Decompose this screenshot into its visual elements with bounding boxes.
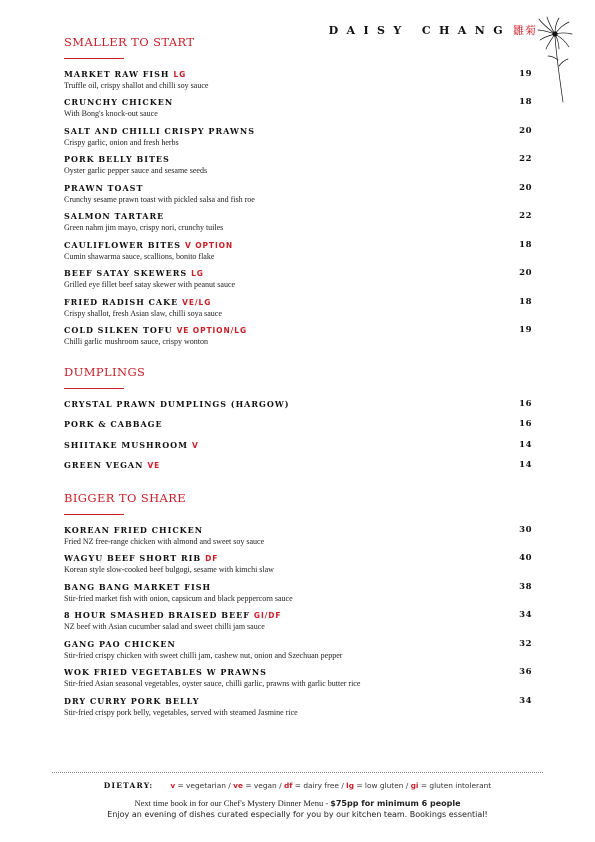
item-name: PORK BELLY BITES — [64, 154, 170, 164]
item-name: BANG BANG MARKET FISH — [64, 582, 212, 592]
section-title: BIGGER TO SHARE — [64, 491, 187, 505]
item-name-row — [64, 325, 532, 336]
dietary-tag: VE/LG — [182, 298, 212, 307]
legend-meaning: low gluten — [364, 781, 404, 790]
item-name-row — [64, 97, 532, 108]
mystery-menu-price: $75pp for minimum 6 people — [330, 799, 461, 808]
item-price: 30 — [519, 525, 532, 535]
item-description: Cumin shawarma sauce, scallions, bonito flake — [64, 252, 215, 261]
item-price: 20 — [519, 268, 532, 278]
item-name-row — [64, 297, 532, 308]
menu-item — [64, 460, 532, 471]
menu-item — [64, 696, 532, 718]
menu-item — [64, 126, 532, 148]
item-price: 22 — [519, 211, 532, 221]
item-name: CRYSTAL PRAWN DUMPLINGS (HARGOW) — [64, 399, 290, 409]
item-name: GREEN VEGAN — [64, 460, 144, 470]
legend-code: ve — [233, 781, 243, 790]
dietary-tag: LG — [191, 269, 204, 278]
item-price: 34 — [519, 610, 532, 620]
item-name: SALT AND CHILLI CRISPY PRAWNS — [64, 126, 255, 136]
item-name: DRY CURRY PORK BELLY — [64, 696, 200, 706]
legend-code: df — [283, 781, 293, 790]
item-price: 19 — [519, 69, 532, 79]
item-description: Grilled eye fillet beef satay skewer with peanut sauce — [64, 280, 236, 289]
item-description: NZ beef with Asian cucumber salad and sweet chilli jam sauce — [64, 622, 265, 631]
section-header — [64, 35, 532, 59]
section-title: SMALLER TO START — [64, 35, 195, 49]
item-name-row — [64, 69, 532, 80]
item-name-row — [64, 399, 532, 410]
footer-divider — [52, 772, 543, 773]
item-name-row — [64, 553, 532, 564]
brand-chinese-name: 雛菊 — [513, 24, 537, 37]
menu-item — [64, 154, 532, 176]
menu-item — [64, 325, 532, 347]
item-name: WOK FRIED VEGETABLES W PRAWNS — [64, 667, 267, 677]
menu-item — [64, 211, 532, 233]
item-price: 20 — [519, 126, 532, 136]
section-title: DUMPLINGS — [64, 365, 146, 379]
section-divider — [64, 58, 124, 59]
menu-item — [64, 553, 532, 575]
legend-meaning: dairy free — [303, 781, 339, 790]
legend-meaning: gluten intolerant — [429, 781, 492, 790]
item-name: PORK & CABBAGE — [64, 419, 163, 429]
item-description: Oyster garlic pepper sauce and sesame seeds — [64, 166, 208, 175]
item-name: SHIITAKE MUSHROOM — [64, 440, 188, 450]
item-description: Stir-fried Asian seasonal vegetables, oyster sauce, chilli garlic, prawns with garlic butter rice — [64, 679, 361, 688]
mystery-menu-note — [0, 798, 595, 809]
item-price: 22 — [519, 154, 532, 164]
menu-item — [64, 399, 532, 410]
item-name: KOREAN FRIED CHICKEN — [64, 525, 204, 535]
dietary-tag: V — [192, 441, 199, 450]
item-name-row — [64, 525, 532, 536]
section-header — [64, 365, 532, 389]
item-price: 18 — [519, 240, 532, 250]
menu-item — [64, 639, 532, 661]
item-description: Stir-fried crispy chicken with sweet chilli jam, cashew nut, onion and Szechuan pepper — [64, 651, 343, 660]
item-price: 16 — [519, 399, 532, 409]
item-name-row — [64, 154, 532, 165]
item-price: 34 — [519, 696, 532, 706]
item-name-row — [64, 696, 532, 707]
item-price: 18 — [519, 297, 532, 307]
dietary-tag: GI/DF — [253, 611, 282, 620]
item-price: 19 — [519, 325, 532, 335]
item-name: WAGYU BEEF SHORT RIB — [64, 553, 202, 563]
menu-item — [64, 97, 532, 119]
item-name-row — [64, 440, 532, 451]
item-description: Green nahm jim mayo, crispy nori, crunchy tuiles — [64, 223, 224, 232]
brand-name: DAISY CHANG — [328, 24, 511, 37]
daisy-flower-icon — [537, 16, 575, 104]
menu-item — [64, 525, 532, 547]
item-name: BEEF SATAY SKEWERS — [64, 268, 188, 278]
item-name-row — [64, 268, 532, 279]
item-name: MARKET RAW FISH — [64, 69, 170, 79]
dietary-legend — [52, 781, 543, 790]
menu-item — [64, 69, 532, 91]
item-price: 36 — [519, 667, 532, 677]
bookings-note: Enjoy an evening of dishes curated especially for you by our kitchen team. Bookings essential! — [107, 810, 488, 819]
item-name-row — [64, 610, 532, 621]
legend-code: gi — [410, 781, 419, 790]
item-name-row — [64, 126, 532, 137]
item-name: SALMON TARTARE — [64, 211, 165, 221]
item-name-row — [64, 240, 532, 251]
dietary-label: DIETARY: — [103, 781, 154, 790]
item-name: GANG PAO CHICKEN — [64, 639, 176, 649]
item-name: COLD SILKEN TOFU — [64, 325, 173, 335]
menu-item — [64, 440, 532, 451]
item-name-row — [64, 639, 532, 650]
item-name-row — [64, 183, 532, 194]
item-price: 14 — [519, 440, 532, 450]
item-description: With Bong's knock-out sauce — [64, 109, 158, 118]
section-divider — [64, 514, 124, 515]
dietary-tag: VE OPTION/LG — [176, 326, 248, 335]
dietary-tag: V OPTION — [185, 241, 234, 250]
item-price: 38 — [519, 582, 532, 592]
menu-item — [64, 240, 532, 262]
legend-meaning: vegetarian — [186, 781, 226, 790]
item-name: CAULIFLOWER BITES — [64, 240, 182, 250]
item-name: 8 HOUR SMASHED BRAISED BEEF — [64, 610, 250, 620]
mystery-menu-lead: Next time book in for our Chef's Mystery Dinner Menu - — [134, 798, 331, 808]
item-price: 32 — [519, 639, 532, 649]
item-name-row — [64, 211, 532, 222]
item-description: Chilli garlic mushroom sauce, crispy wonton — [64, 337, 208, 346]
item-price: 16 — [519, 419, 532, 429]
legend-meaning: vegan — [253, 781, 277, 790]
item-description: Stir-fried crispy pork belly, vegetables, served with steamed Jasmine rice — [64, 708, 298, 717]
menu-item — [64, 183, 532, 205]
item-description: Fried NZ free-range chicken with almond and sweet soy sauce — [64, 537, 265, 546]
item-description: Crispy shallot, fresh Asian slaw, chilli soya sauce — [64, 309, 222, 318]
item-name-row — [64, 419, 532, 430]
item-price: 18 — [519, 97, 532, 107]
dietary-legend-text: v = vegetarian / ve = vegan / df = dairy free / lg = low gluten / gi = gluten intolerant — [170, 781, 492, 790]
menu-item — [64, 582, 532, 604]
item-name-row — [64, 460, 532, 471]
item-name: FRIED RADISH CAKE — [64, 297, 179, 307]
section-divider — [64, 388, 124, 389]
item-description: Crunchy sesame prawn toast with pickled salsa and fish roe — [64, 195, 255, 204]
item-price: 20 — [519, 183, 532, 193]
item-name: PRAWN TOAST — [64, 183, 144, 193]
menu-item — [64, 667, 532, 689]
menu-item — [64, 610, 532, 632]
item-name: CRUNCHY CHICKEN — [64, 97, 174, 107]
item-description: Crispy garlic, onion and fresh herbs — [64, 138, 179, 147]
item-price: 14 — [519, 460, 532, 470]
item-description: Truffle oil, crispy shallot and chilli soy sauce — [64, 81, 209, 90]
legend-code: lg — [346, 781, 354, 790]
item-description: Korean style slow-cooked beef bulgogi, sesame with kimchi slaw — [64, 565, 274, 574]
dietary-tag: LG — [173, 70, 187, 79]
item-name-row — [64, 667, 532, 678]
dietary-tag: VE — [147, 461, 161, 470]
menu-item — [64, 419, 532, 430]
section-header — [64, 491, 532, 515]
item-description: Stir-fried market fish with onion, capsicum and black peppercorn sauce — [64, 594, 293, 603]
menu-item — [64, 268, 532, 290]
item-name-row — [64, 582, 532, 593]
dietary-tag: DF — [205, 554, 219, 563]
item-price: 40 — [519, 553, 532, 563]
legend-code: v — [170, 781, 176, 790]
menu-item — [64, 297, 532, 319]
